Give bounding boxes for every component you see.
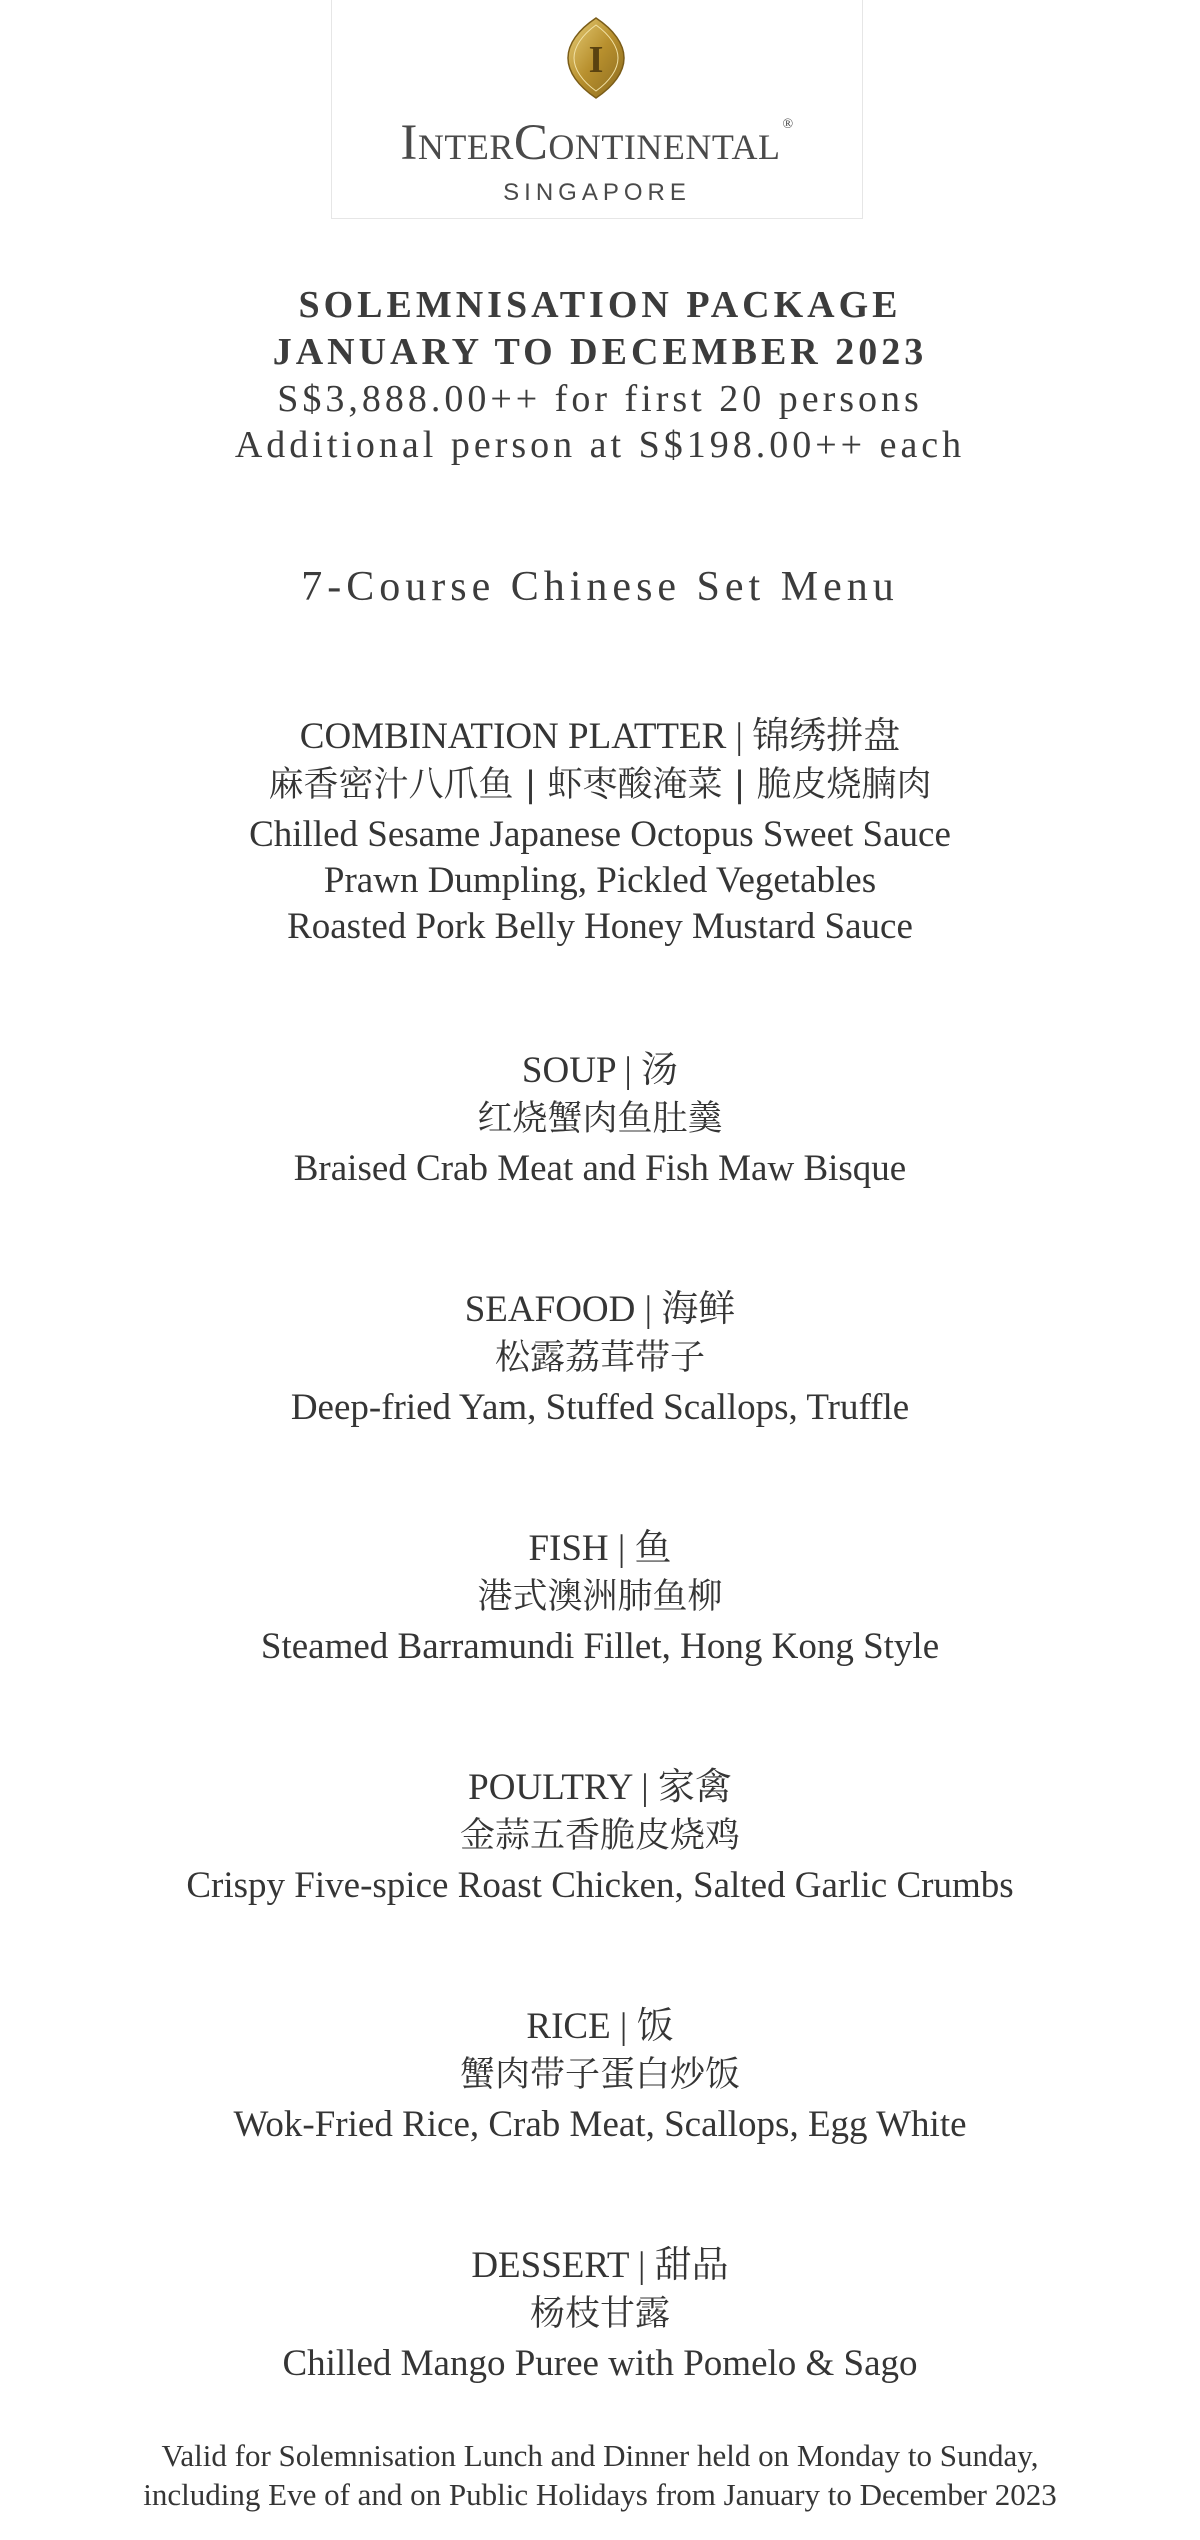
intercontinental-emblem-icon <box>566 16 626 100</box>
course-description: Chilled Mango Puree with Pomelo & Sago <box>282 2343 918 2384</box>
validity-note <box>0 2436 1200 2514</box>
validity-line-2: including Eve of and on Public Holidays from January to December 2023 <box>143 2477 1057 2512</box>
course-heading: POULTRY | 家禽 <box>468 1767 732 1808</box>
hotel-logo <box>331 0 863 219</box>
course-description: Prawn Dumpling, Pickled Vegetables <box>323 860 877 901</box>
course-dessert <box>0 2241 1200 2388</box>
package-price: S$3,888.00++ for first 20 persons <box>277 378 923 420</box>
course-heading: COMBINATION PLATTER | 锦绣拼盘 <box>299 716 901 757</box>
course-combination-platter <box>0 712 1200 951</box>
course-heading: SEAFOOD | 海鲜 <box>464 1289 736 1330</box>
course-poultry <box>0 1763 1200 1910</box>
course-chinese-name: 杨枝甘露 <box>529 2294 670 2334</box>
course-heading: SOUP | 汤 <box>521 1050 679 1091</box>
course-heading: RICE | 饭 <box>526 2006 674 2047</box>
course-description: Steamed Barramundi Fillet, Hong Kong Style <box>260 1626 940 1667</box>
package-title: SOLEMNISATION PACKAGE <box>298 284 902 326</box>
course-chinese-name: 松露荔茸带子 <box>494 1338 705 1378</box>
course-chinese-name: 麻香密汁八爪鱼 | 虾枣酸淹菜 | 脆皮烧腩肉 <box>268 765 932 805</box>
course-description: Deep-fried Yam, Stuffed Scallops, Truffle <box>290 1387 910 1428</box>
course-rice <box>0 2002 1200 2149</box>
additional-person-price: Additional person at S$198.00++ each <box>234 424 966 466</box>
course-chinese-name: 红烧蟹肉鱼肚羹 <box>477 1099 723 1139</box>
brand-city: SINGAPORE <box>503 179 691 206</box>
course-soup <box>0 1046 1200 1193</box>
validity-line-1: Valid for Solemnisation Lunch and Dinner held on Monday to Sunday, <box>161 2438 1039 2473</box>
course-seafood <box>0 1285 1200 1432</box>
package-header <box>0 282 1200 468</box>
package-period: JANUARY TO DECEMBER 2023 <box>272 331 928 373</box>
course-description: Wok-Fried Rice, Crab Meat, Scallops, Egg White <box>233 2104 967 2145</box>
menu-title: 7-Course Chinese Set Menu <box>301 564 899 610</box>
course-description: Chilled Sesame Japanese Octopus Sweet Sauce <box>249 814 951 855</box>
course-chinese-name: 蟹肉带子蛋白炒饭 <box>459 2055 740 2095</box>
course-description: Braised Crab Meat and Fish Maw Bisque <box>293 1148 907 1189</box>
course-chinese-name: 金蒜五香脆皮烧鸡 <box>459 1816 740 1856</box>
course-fish <box>0 1524 1200 1671</box>
course-heading: DESSERT | 甜品 <box>471 2245 729 2286</box>
course-chinese-name: 港式澳洲肺鱼柳 <box>477 1577 723 1617</box>
course-description: Roasted Pork Belly Honey Mustard Sauce <box>287 906 913 947</box>
course-heading: FISH | 鱼 <box>528 1528 672 1569</box>
svg-text:I: I <box>588 39 604 81</box>
course-description: Crispy Five-spice Roast Chicken, Salted Garlic Crumbs <box>186 1865 1014 1906</box>
brand-name: InterContinental ® <box>400 115 794 171</box>
